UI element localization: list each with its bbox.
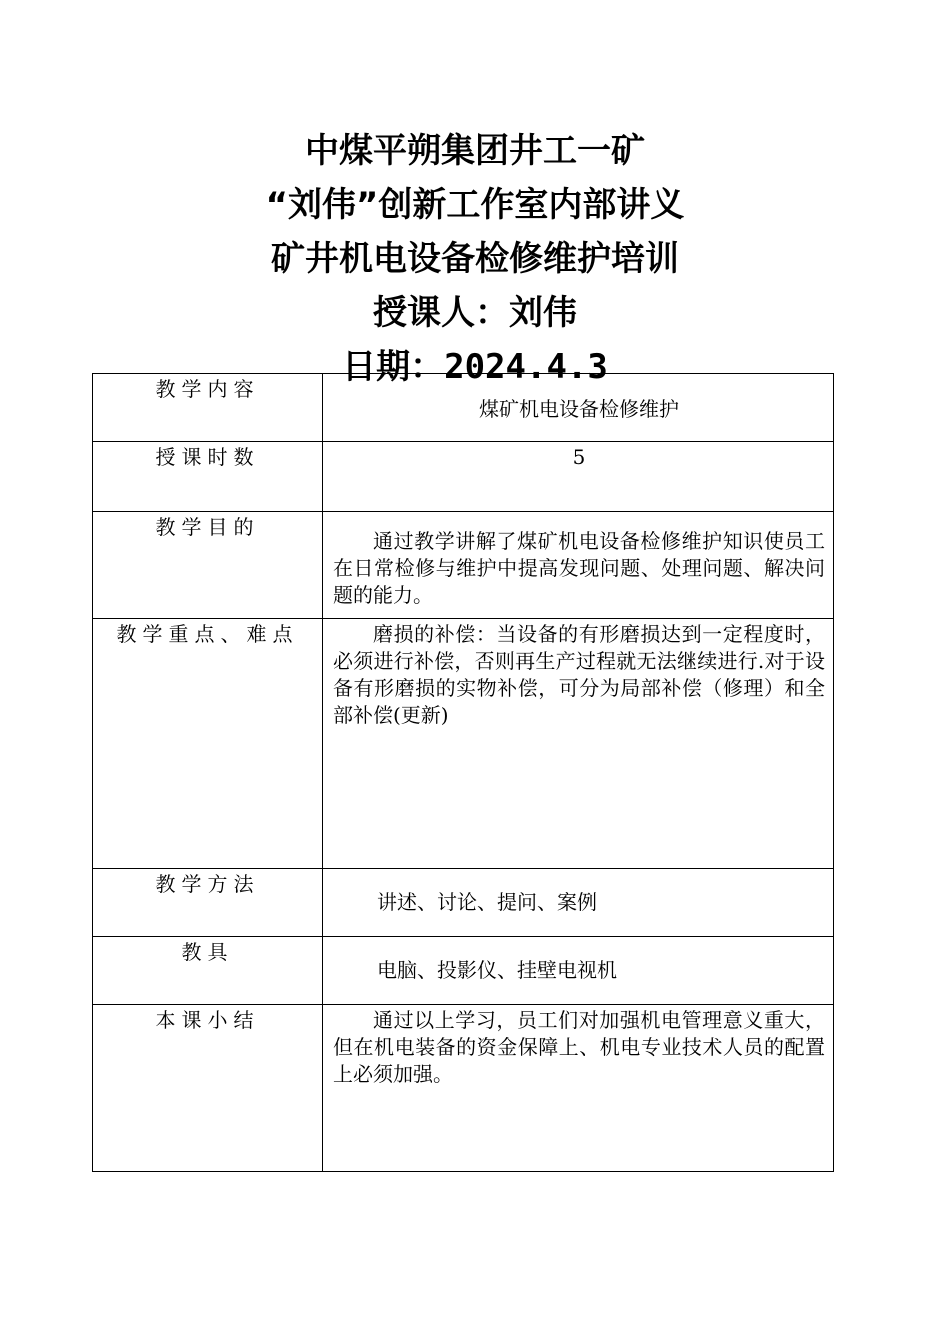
row-value-teaching-objective [323,512,834,619]
table-row [93,1005,834,1172]
row-value-lesson-summary [323,1005,834,1172]
table-row [93,374,834,442]
row-value-teaching-hours [323,442,834,512]
row-label-teaching-hours: 授课时数 [93,442,323,512]
table-row [93,869,834,937]
table-row [93,619,834,869]
lesson-summary-text: 通过以上学习，员工们对加强机电管理意义重大，但在机电装备的资金保障上、机电专业技术人员的配置上必须加强。 [333,1008,825,1086]
teaching-objective-text: 通过教学讲解了煤矿机电设备检修维护知识使员工在日常检修与维护中提高发现问题、处理问题、解决问题的能力。 [333,529,825,607]
document-title-block [0,124,950,394]
row-label-teaching-objective: 教学目的 [93,512,323,619]
key-difficult-points-text: 磨损的补偿：当设备的有形磨损达到一定程度时，必须进行补偿，否则再生产过程就无法继续进行.对于设备有形磨损的实物补偿，可分为局部补偿（修理）和全部补偿(更新) [333,622,825,727]
title-lecturer: 授课人：刘伟 [373,293,577,333]
teaching-method-text: 讲述、讨论、提问、案例 [377,890,597,914]
lesson-plan-table [92,373,834,1172]
title-date: 日期：2024.4.3 [342,347,608,387]
row-label-teaching-aids: 教具 [93,937,323,1005]
row-value-key-difficult-points [323,619,834,869]
row-value-teaching-aids [323,937,834,1005]
row-value-teaching-content [323,374,834,442]
row-label-key-difficult-points: 教学重点、难点 [93,619,323,869]
teaching-aids-text: 电脑、投影仪、挂壁电视机 [377,958,617,982]
row-label-teaching-method: 教学方法 [93,869,323,937]
title-studio-handout: “刘伟”创新工作室内部讲义 [265,185,685,225]
teaching-content-text: 煤矿机电设备检修维护 [479,397,679,421]
table-row [93,442,834,512]
row-label-lesson-summary: 本课小结 [93,1005,323,1172]
row-label-teaching-content: 教学内容 [93,374,323,442]
table-row [93,512,834,619]
row-value-teaching-method [323,869,834,937]
title-training-topic: 矿井机电设备检修维护培训 [271,239,679,279]
teaching-hours-text: 5 [572,445,586,469]
title-organization: 中煤平朔集团井工一矿 [305,131,645,171]
table-row [93,937,834,1005]
